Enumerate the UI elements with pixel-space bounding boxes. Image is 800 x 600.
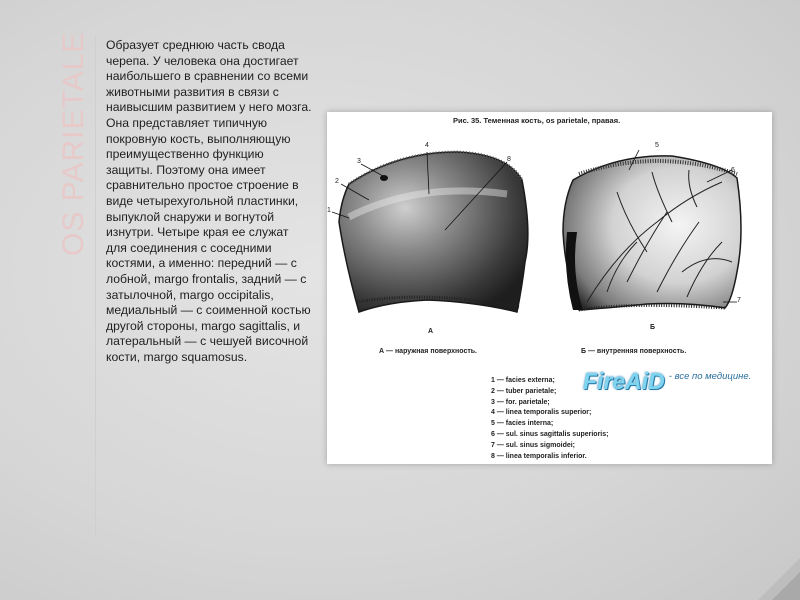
legend-item: 4 — linea temporalis superior; (491, 409, 592, 417)
label-b-7: 7 (737, 297, 741, 304)
figure-title: Рис. 35. Теменная кость, os parietale, правая. (453, 116, 621, 125)
watermark (583, 368, 752, 395)
watermark-brand: FireAiD (583, 368, 665, 394)
label-b-6: 6 (731, 167, 735, 174)
label-a-3: 3 (357, 158, 361, 165)
legend-item: 7 — sul. sinus sigmoidei; (491, 441, 576, 449)
bone-b-internal (563, 156, 741, 310)
watermark-tagline: - все по медицине. (668, 371, 752, 382)
caption-a: А — наружная поверхность. (379, 348, 478, 355)
label-b-5: 5 (655, 142, 659, 149)
bone-a-letter: А (428, 328, 434, 335)
label-a-1: 1 (327, 207, 331, 214)
bone-b-letter: Б (650, 324, 656, 331)
legend-item: 1 — facies externa; (491, 377, 555, 384)
legend-item: 3 — for. parietale; (491, 398, 550, 406)
page-corner-decoration (740, 540, 800, 600)
caption-b: Б — внутренняя поверхность. (581, 348, 687, 355)
bone-a-external (339, 152, 528, 312)
legend-item: 2 — tuber parietale; (491, 387, 557, 395)
title-divider (95, 36, 96, 536)
legend-item: 8 — linea temporalis inferior. (491, 452, 587, 460)
legend-item: 5 — facies interna; (491, 420, 554, 428)
legend-item: 6 — sul. sinus sagittalis superioris; (491, 430, 609, 438)
slide-title: OS PARIETALE (57, 31, 90, 256)
label-a-4: 4 (425, 142, 429, 149)
label-a-2: 2 (335, 178, 339, 185)
label-a-8: 8 (507, 156, 511, 163)
body-text: Образует среднюю часть свода черепа. У человека она достигает наибольшего в сравнении со всеми животными развития в связи с наивысшим развитием у него мозга. Она представляет типичную покровную кость, выполняющую преимущественно функцию защиты. Поэтому она имеет сравнительно простое строение в виде четырехугольной пластинки, выпуклой снаружи и вогнутой изнутри. Четыре края ее служат для соединения с соседними костями, а именно: передний — с лобной, margo frontalis, задний — с затылочной, margo occipitalis, медиальный — с соименной костью другой стороны, margo sagittalis, и латеральный — с чешуей височной кости, margo squamosus. (106, 38, 312, 364)
anatomy-figure (327, 112, 772, 464)
